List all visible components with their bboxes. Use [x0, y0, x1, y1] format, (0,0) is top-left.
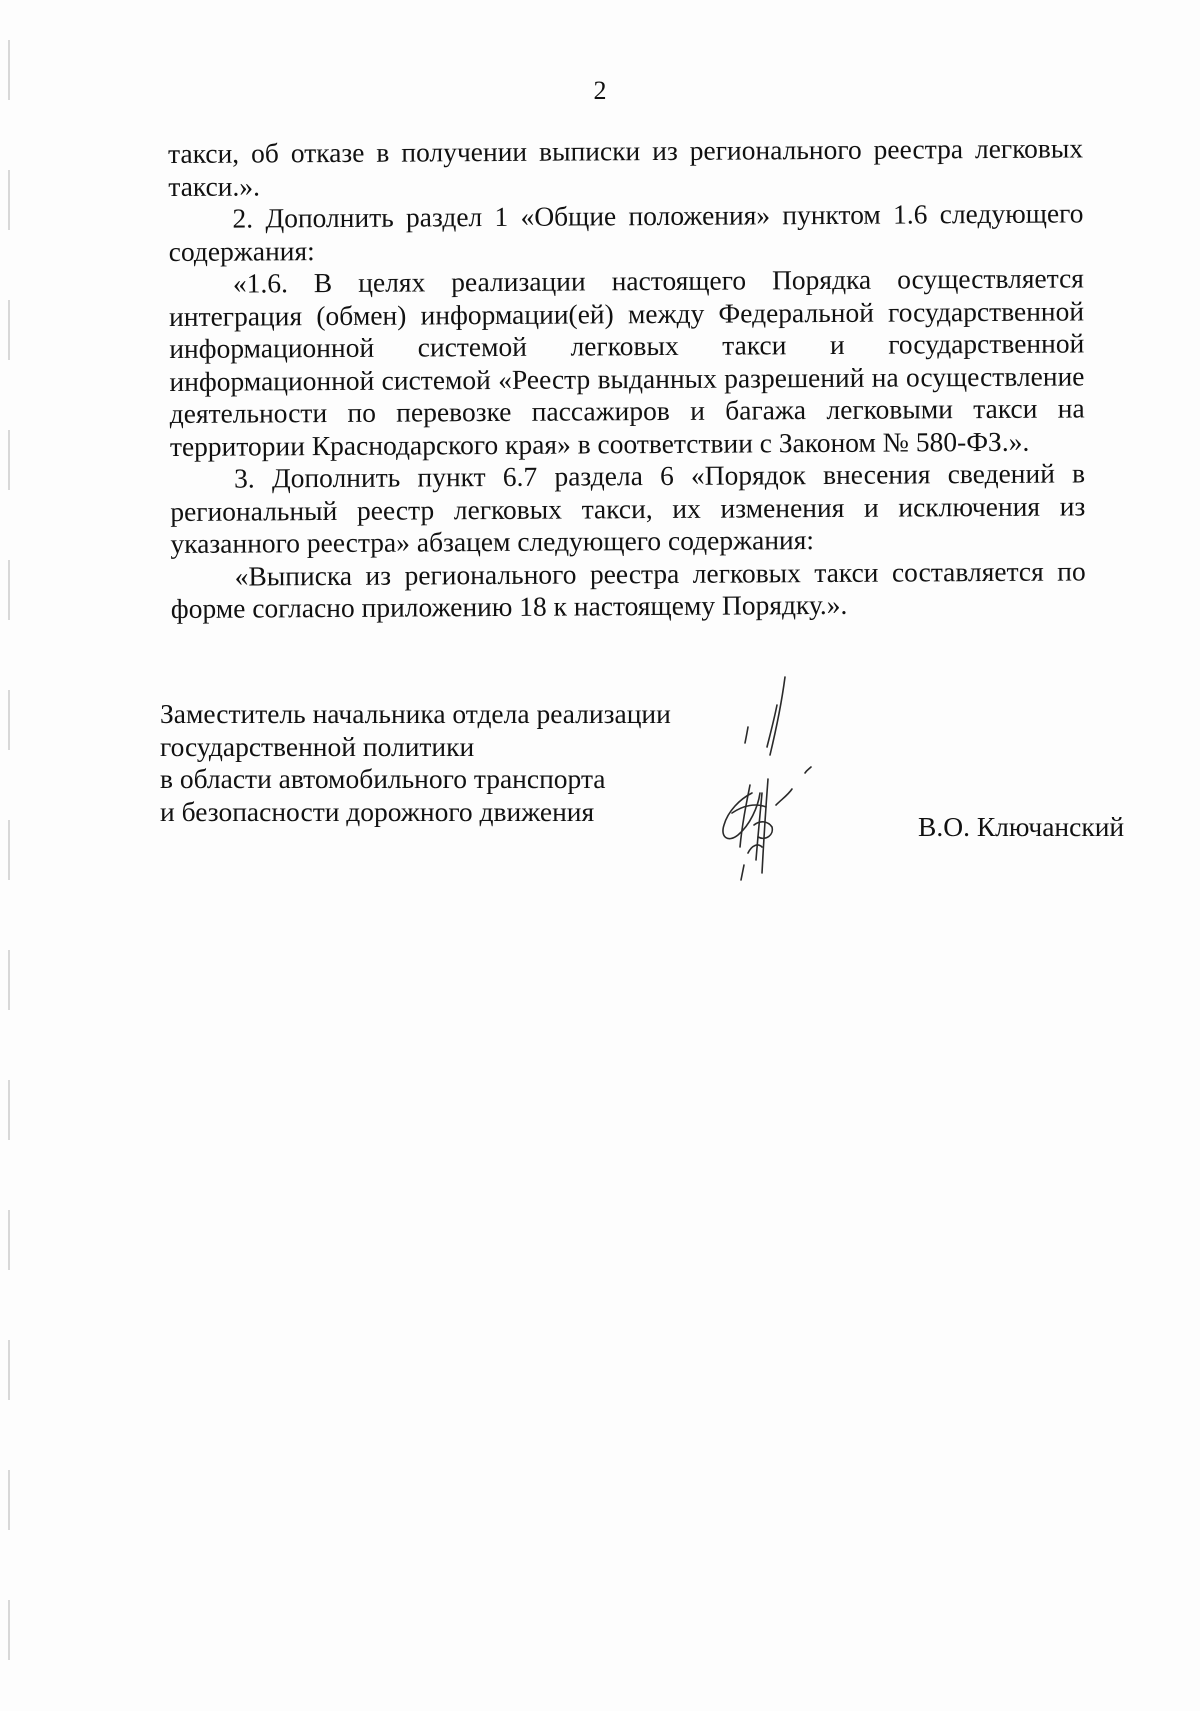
paragraph-continuation: такси, об отказе в получении выписки из регионального реестра легковых такси.».	[168, 132, 1084, 202]
position-line: государственной политики	[160, 730, 475, 762]
scan-edge-mark	[8, 40, 10, 1680]
position-line: Заместитель начальника отдела реализации	[160, 698, 671, 729]
document-body	[168, 132, 1086, 625]
paragraph-item-1-6: «1.6. В целях реализации настоящего Порядка осуществляется интеграция (обмен) информации(ей) между Федеральной государственной информационной системой легковых такси и государственной информационной системой «Реестр выданных разрешений на осуществление деятельности по перевозке пассажиров и багажа легковыми такси на территории Краснодарского края» в соответствии с Законом № 580-ФЗ.».	[168, 262, 1085, 462]
page-number: 2	[593, 76, 607, 105]
paragraph-extract-form: «Выписка из регионального реестра легковых такси составляется по форме согласно приложению 18 к настоящему Порядку.».	[170, 554, 1086, 624]
signatory-position	[160, 698, 700, 828]
position-line: в области автомобильного транспорта	[160, 763, 606, 794]
paragraph-item-3: 3. Дополнить пункт 6.7 раздела 6 «Порядок внесения сведений в региональный реестр легковых такси, их изменения и исключения из указанного реестра» абзацем следующего содержания:	[170, 457, 1086, 559]
paragraph-item-2: 2. Дополнить раздел 1 «Общие положения» пунктом 1.6 следующего содержания:	[168, 197, 1084, 267]
signer-name: В.О. Ключанский	[918, 811, 1125, 842]
position-line: и безопасности дорожного движения	[160, 795, 595, 827]
handwritten-signature	[710, 675, 880, 885]
